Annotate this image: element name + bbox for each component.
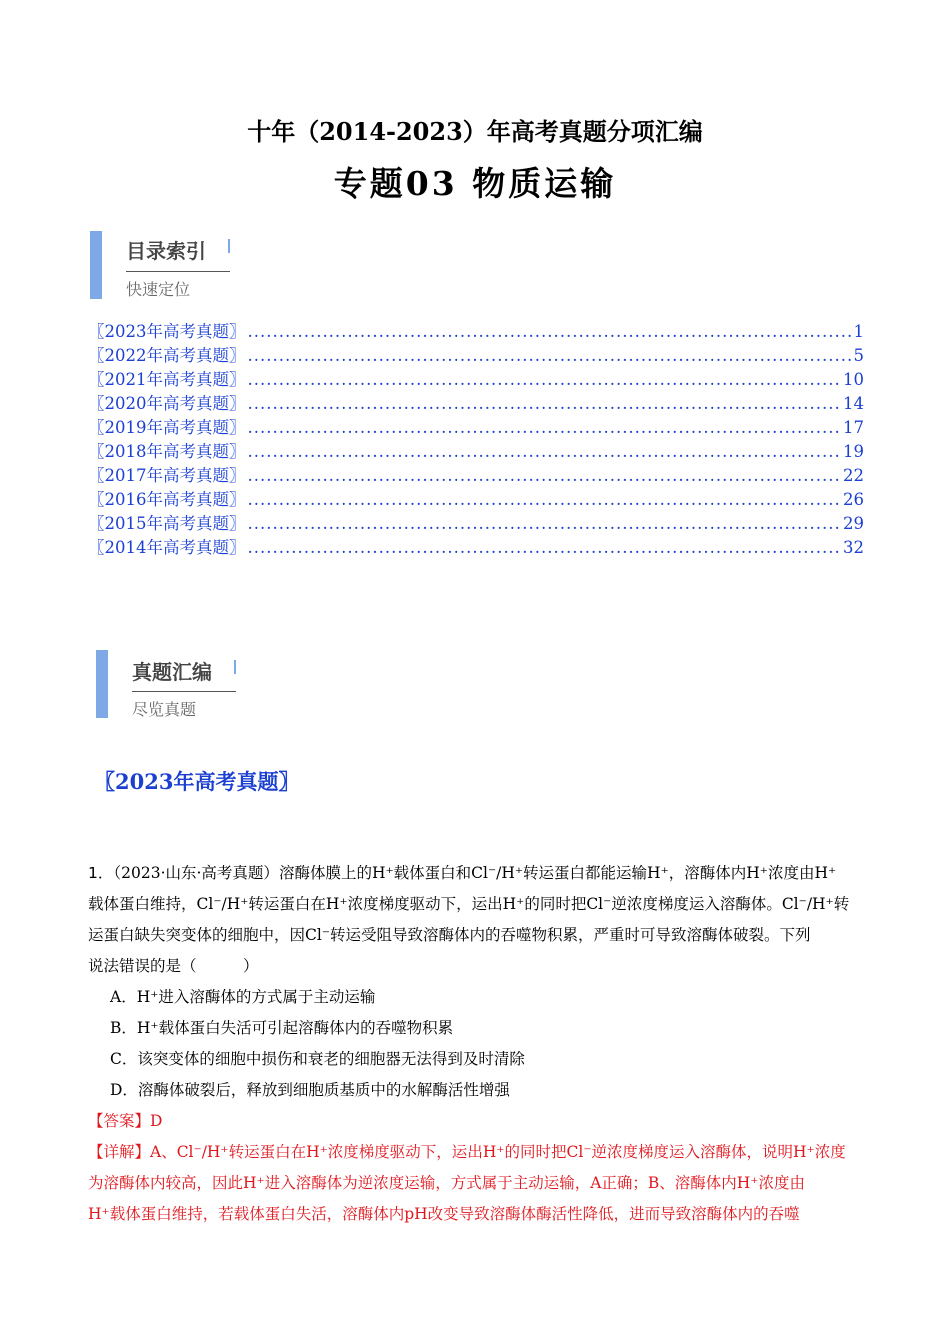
section-heading: 〖2023年高考真题〗 bbox=[94, 769, 300, 794]
option-d: D．溶酶体破裂后，释放到细胞质基质中的水解酶活性增强 bbox=[110, 1081, 510, 1099]
question-number: 1． bbox=[88, 864, 114, 882]
toc-item[interactable]: 〖2019年高考真题〗 ..... 17 bbox=[88, 414, 864, 438]
toc-item[interactable]: 〖2018年高考真题〗 ..... 19 bbox=[88, 438, 864, 462]
banner-tick bbox=[228, 239, 230, 253]
toc-banner-title: 目录索引 bbox=[126, 239, 206, 263]
toc-item[interactable]: 〖2021年高考真题〗 ..... 10 bbox=[88, 366, 864, 390]
toc-item[interactable]: 〖2016年高考真题〗 ..... 26 bbox=[88, 486, 864, 510]
toc-item[interactable]: 〖2015年高考真题〗 ..... 29 bbox=[88, 510, 864, 534]
toc-item[interactable]: 〖2014年高考真题〗 ..... 32 bbox=[88, 534, 864, 558]
toc-item[interactable]: 〖2022年高考真题〗 ..... 5 bbox=[88, 342, 864, 366]
toc-item[interactable]: 〖2023年高考真题〗 ..... 1 bbox=[88, 318, 864, 342]
banner-underline bbox=[132, 691, 236, 692]
real-questions-banner bbox=[96, 650, 256, 718]
question-stem: 溶酶体膜上的H⁺载体蛋白和Cl⁻/H⁺转运蛋白都能运输H⁺，溶酶体内H⁺浓度由H⁺ bbox=[278, 864, 837, 882]
banner-accent-bar bbox=[90, 231, 102, 299]
question-line: 说法错误的是（ ） bbox=[88, 957, 259, 975]
option-a: A．H⁺进入溶酶体的方式属于主动运输 bbox=[110, 988, 376, 1006]
real-banner-title: 真题汇编 bbox=[132, 660, 212, 684]
toc-banner-subtitle: 快速定位 bbox=[126, 280, 191, 299]
option-c: C．该突变体的细胞中损伤和衰老的细胞器无法得到及时清除 bbox=[110, 1050, 525, 1068]
question-line bbox=[88, 858, 864, 889]
option-b: B．H⁺载体蛋白失活可引起溶酶体内的吞噬物积累 bbox=[110, 1019, 454, 1037]
table-of-contents bbox=[88, 318, 864, 558]
answer-line: 【答案】D bbox=[88, 1112, 163, 1130]
series-title: 十年（2014-2023）年高考真题分项汇编 bbox=[247, 117, 703, 146]
banner-tick bbox=[234, 660, 236, 674]
detail-line: 为溶酶体内较高，因此H⁺进入溶酶体为逆浓度运输，方式属于主动运输，A正确；B、溶酶体内H⁺浓度由 bbox=[88, 1174, 805, 1192]
topic-title: 专题03 物质运输 bbox=[333, 164, 617, 203]
question-source: （2023·山东·高考真题） bbox=[113, 864, 279, 882]
question-line: 载体蛋白维持，Cl⁻/H⁺转运蛋白在H⁺浓度梯度驱动下，运出H⁺的同时把Cl⁻逆浓度梯度运入溶酶体。Cl⁻/H⁺转 bbox=[88, 895, 850, 913]
real-banner-subtitle: 尽览真题 bbox=[132, 700, 197, 719]
toc-banner bbox=[90, 231, 250, 299]
detail-line: 【详解】A、Cl⁻/H⁺转运蛋白在H⁺浓度梯度驱动下，运出H⁺的同时把Cl⁻逆浓度梯度运入溶酶体，说明H⁺浓度 bbox=[88, 1143, 846, 1161]
toc-item[interactable]: 〖2017年高考真题〗 ..... 22 bbox=[88, 462, 864, 486]
detail-line: H⁺载体蛋白维持，若载体蛋白失活，溶酶体内pH改变导致溶酶体酶活性降低，进而导致溶酶体内的吞噬 bbox=[88, 1205, 800, 1223]
banner-accent-bar bbox=[96, 650, 108, 718]
question-line: 运蛋白缺失突变体的细胞中，因Cl⁻转运受阻导致溶酶体内的吞噬物积累，严重时可导致溶酶体破裂。下列 bbox=[88, 926, 811, 944]
toc-item[interactable]: 〖2020年高考真题〗 ..... 14 bbox=[88, 390, 864, 414]
banner-underline bbox=[126, 271, 230, 272]
